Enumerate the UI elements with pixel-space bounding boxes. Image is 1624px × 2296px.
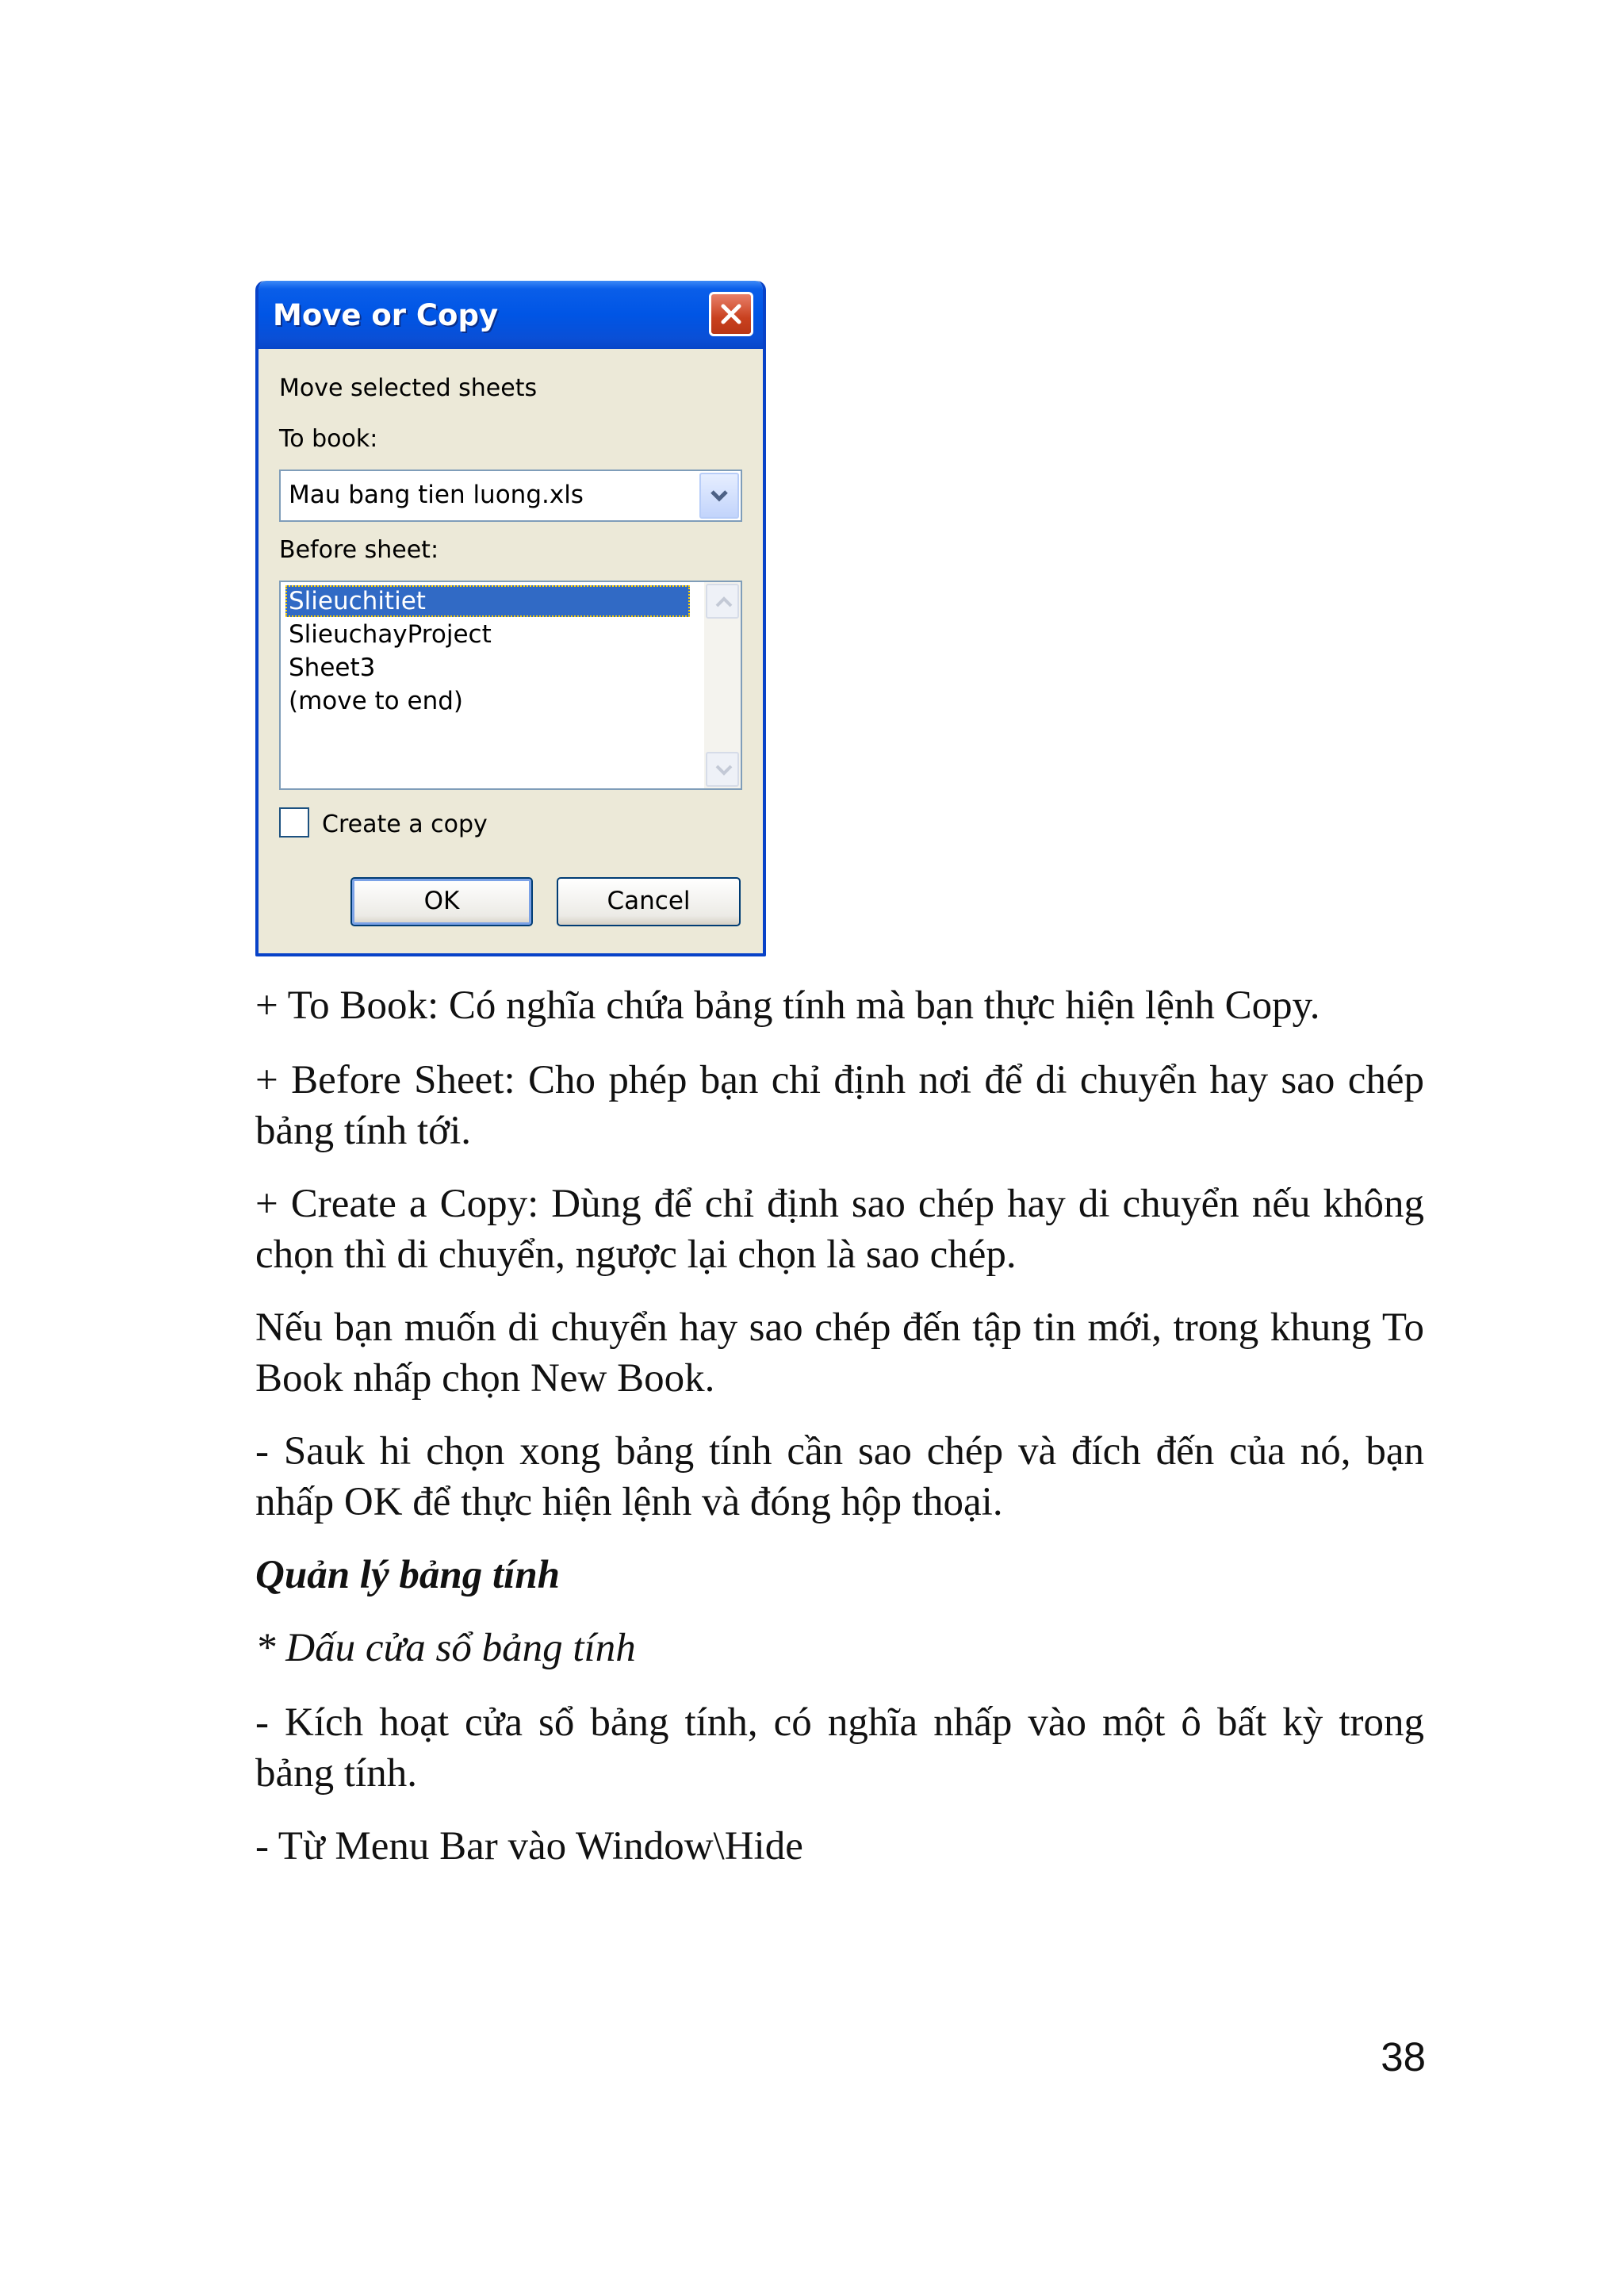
list-item[interactable]: Sheet3 (289, 654, 376, 682)
list-item[interactable]: (move to end) (289, 687, 463, 715)
cancel-button[interactable]: Cancel (557, 877, 741, 926)
section-heading: Quản lý bảng tính (255, 1553, 561, 1597)
paragraph-menu-bar: - Từ Menu Bar vào Window\Hide (255, 1824, 803, 1869)
before-sheet-label: Before sheet: (279, 536, 439, 564)
dropdown-button[interactable] (699, 473, 739, 519)
dialog-title-bar[interactable] (259, 281, 763, 349)
dialog-title: Move or Copy (273, 298, 499, 332)
paragraph-to-book: + To Book: Có nghĩa chứa bảng tính mà bạn thực hiện lệnh Copy. (255, 983, 1320, 1028)
close-icon (719, 302, 743, 326)
scroll-up-button[interactable] (706, 584, 739, 619)
paragraph-before-sheet: + Before Sheet: Cho phép bạn chỉ định nơi để di chuyển hay sao chép bảng tính tới. (255, 1058, 1424, 1153)
list-scrollbar[interactable] (704, 582, 741, 788)
to-book-label: To book: (279, 425, 378, 453)
chevron-up-icon (714, 595, 733, 609)
create-copy-label[interactable]: Create a copy (322, 811, 488, 838)
create-copy-checkbox[interactable] (279, 807, 309, 838)
chevron-down-icon (714, 763, 733, 777)
before-sheet-list[interactable] (279, 581, 742, 790)
chevron-down-icon (710, 488, 729, 505)
paragraph-create-copy: + Create a Copy: Dùng để chỉ định sao chép hay di chuyển nếu không chọn thì di chuyển, ngược lại chọn là sao chép. (255, 1182, 1424, 1277)
move-selected-sheets-label: Move selected sheets (279, 374, 538, 402)
to-book-dropdown[interactable] (279, 470, 742, 522)
sub-heading: * Dấu cửa sổ bảng tính (255, 1626, 636, 1670)
paragraph-kich-hoat: - Kích hoạt cửa sổ bảng tính, có nghĩa nhấp vào một ô bất kỳ trong bảng tính. (255, 1700, 1424, 1796)
ok-button[interactable]: OK (350, 877, 533, 926)
page-number: 38 (1381, 2034, 1426, 2079)
close-button[interactable] (709, 292, 753, 336)
list-item[interactable]: SlieuchayProject (289, 620, 492, 649)
scroll-down-button[interactable] (706, 752, 739, 787)
paragraph-new-book: Nếu bạn muốn di chuyển hay sao chép đến tập tin mới, trong khung To Book nhấp chọn New Book. (255, 1305, 1424, 1401)
list-item[interactable]: Slieuchitiet (285, 585, 690, 617)
paragraph-sau-khi: - Sauk hi chọn xong bảng tính cần sao chép và đích đến của nó, bạn nhấp OK để thực hiện lệnh và đóng hộp thoại. (255, 1429, 1424, 1524)
to-book-value: Mau bang tien luong.xls (289, 481, 584, 509)
move-or-copy-dialog (255, 281, 766, 956)
